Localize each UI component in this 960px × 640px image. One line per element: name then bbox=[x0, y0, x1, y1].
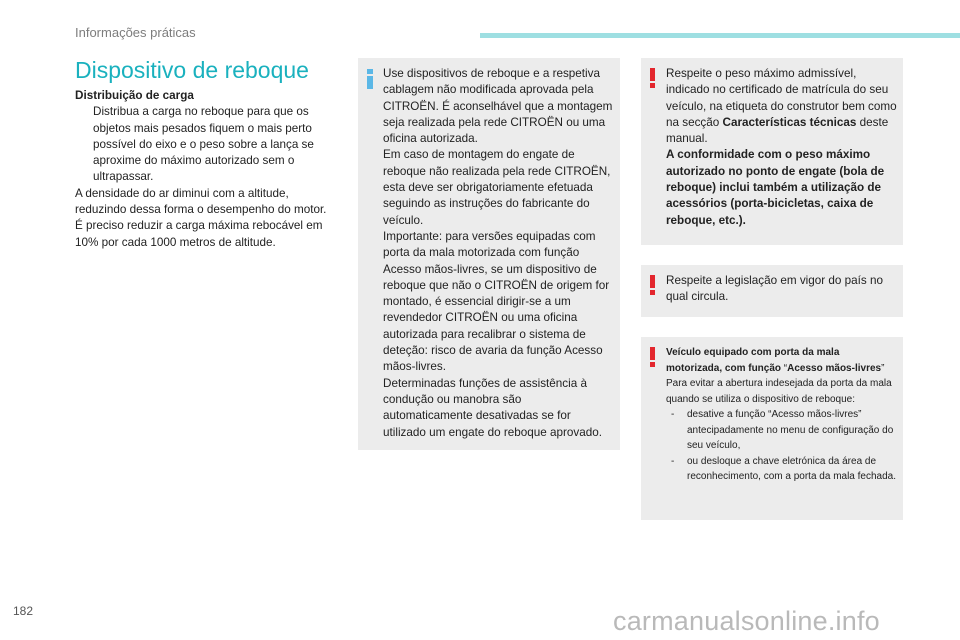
dash-marker: - bbox=[671, 455, 675, 467]
altitude-paragraph: A densidade do ar diminui com a altitude, reduzindo dessa forma o desempenho do motor. É preciso reduzir a carga máxima rebocável em 10% por cada 1000 metros de altitude. bbox=[75, 186, 327, 249]
dash-text: desative a função “Acesso mãos-livres” antecipadamente no menu de configuração do seu veículo, bbox=[687, 409, 894, 451]
warning-title: Veículo equipado com porta da mala motorizada, com função “Acesso mãos-livres” bbox=[666, 347, 885, 374]
dash-item bbox=[666, 454, 897, 485]
warning-box-legislation bbox=[641, 265, 903, 317]
column-1 bbox=[75, 88, 337, 251]
warning-box-text bbox=[666, 345, 897, 485]
warning-box-handsfree bbox=[641, 337, 903, 520]
warning-box-text bbox=[666, 66, 897, 229]
warning-icon bbox=[650, 68, 656, 88]
warning-icon bbox=[650, 275, 656, 295]
info-icon bbox=[367, 69, 373, 89]
info-paragraph: Use dispositivos de reboque e a respetiva cablagem não modificada aprovada pela CITROËN. É aconselhável que a montagem seja realizada pela rede CITROËN ou uma oficina autorizada. bbox=[383, 67, 613, 146]
dash-marker: - bbox=[671, 409, 675, 420]
section-reference: Características técnicas bbox=[722, 115, 857, 129]
dash-text: ou desloque a chave eletrónica da área de reconhecimento, com a porta da mala fechada. bbox=[687, 455, 897, 482]
section-header-title: Informações práticas bbox=[75, 25, 196, 40]
warning-paragraph: Respeite a legislação em vigor do país no qual circula. bbox=[666, 274, 883, 304]
bullet-text: Distribua a carga no reboque para que os objetos mais pesados fiquem o mais perto possível do eixo e o peso sobre a lança se aproxime do máximo autorizado sem o ultrapassar. bbox=[93, 105, 314, 184]
warning-bold-paragraph: A conformidade com o peso máximo autorizado no ponto de engate (bola de reboque) inclui também a utilização de acessórios (porta-bicicletas, caixa de reboque, etc.). bbox=[666, 148, 885, 227]
warning-paragraph: Respeite o peso máximo admissível, indicado no certificado de matrícula do seu veículo, na etiqueta do construtor bem como na secção Características técnicas deste manual. bbox=[666, 67, 897, 146]
bullet-item bbox=[75, 104, 337, 185]
page-title: Dispositivo de reboque bbox=[75, 57, 309, 83]
section-header-bar bbox=[480, 33, 960, 38]
warning-box-text bbox=[666, 273, 897, 306]
warning-box-weight bbox=[641, 58, 903, 245]
info-paragraph: Em caso de montagem do engate de reboque não realizada pela rede CITROËN, esta deve ser obrigatoriamente efetuada seguindo as instruções do fabricante do veículo. bbox=[383, 148, 611, 227]
watermark: carmanualsonline.info bbox=[613, 606, 880, 636]
page-number: 182 bbox=[13, 604, 34, 618]
warning-icon bbox=[650, 347, 656, 367]
info-paragraph: Determinadas funções de assistência à condução ou manobra são automaticamente desativadas se for utilizado um engate do reboque aprovado. bbox=[383, 376, 602, 439]
dash-item bbox=[666, 407, 897, 454]
subheading: Distribuição de carga bbox=[75, 89, 194, 102]
info-box-text bbox=[383, 66, 614, 441]
warning-intro: Para evitar a abertura indesejada da porta da mala quando se utiliza o dispositivo de reboque: bbox=[666, 378, 892, 405]
info-paragraph: Importante: para versões equipadas com porta da mala motorizada com função Acesso mãos-livres, se um dispositivo de reboque que não o CITROËN de origem for montado, é essencial dirigir-se a um revendedor CITROËN ou uma oficina autorizada para recalibrar o sistema de deteção: risco de avaria da função Acesso mãos-livres. bbox=[383, 229, 610, 374]
info-box bbox=[358, 58, 620, 450]
bullet-marker bbox=[75, 104, 93, 185]
